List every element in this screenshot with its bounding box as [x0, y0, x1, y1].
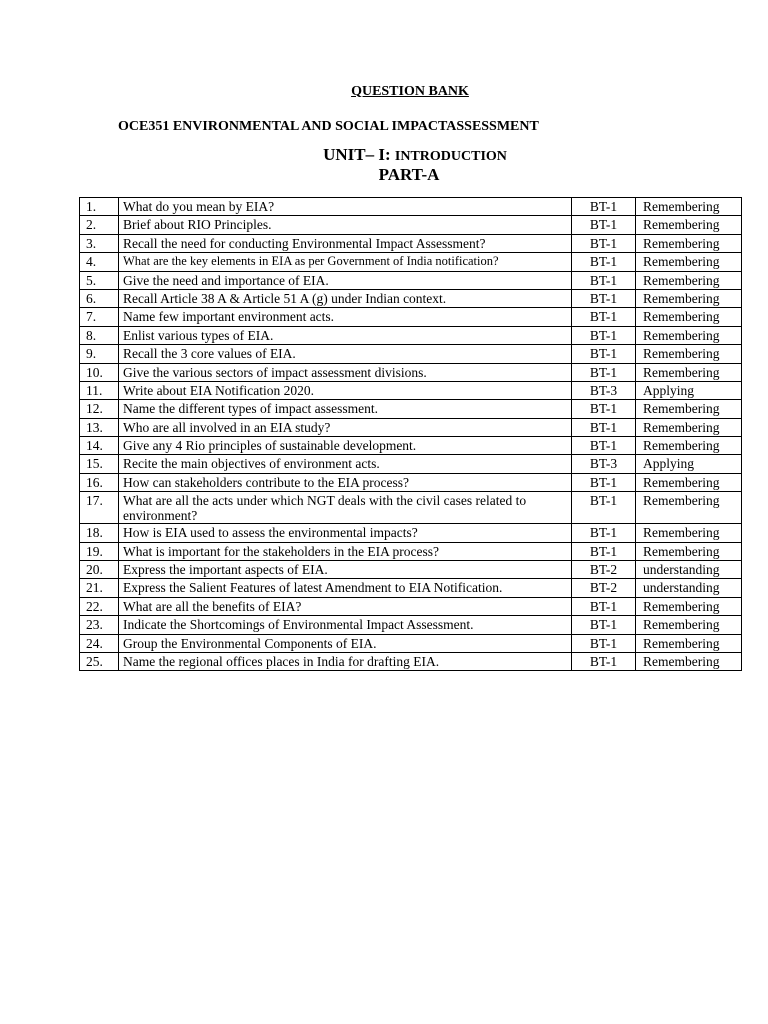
question-number: 24.: [80, 634, 119, 652]
part-heading: PART-A: [378, 165, 440, 184]
question-number: 3.: [80, 234, 119, 252]
bt-level: BT-2: [572, 561, 636, 579]
cognitive-level: Remembering: [636, 634, 742, 652]
question-text: Brief about RIO Principles.: [119, 216, 572, 234]
cognitive-level: Remembering: [636, 271, 742, 289]
question-number: 7.: [80, 308, 119, 326]
question-text: What is important for the stakeholders in the EIA process?: [119, 542, 572, 560]
cognitive-level: understanding: [636, 579, 742, 597]
question-text: What do you mean by EIA?: [119, 198, 572, 216]
cognitive-level: Remembering: [636, 234, 742, 252]
question-table-body: [80, 198, 742, 671]
question-text: Indicate the Shortcomings of Environmental Impact Assessment.: [119, 616, 572, 634]
bt-level: BT-2: [572, 579, 636, 597]
unit-prefix: UNIT– I:: [323, 145, 395, 164]
bt-level: BT-1: [572, 289, 636, 307]
cognitive-level: Applying: [636, 455, 742, 473]
bt-level: BT-1: [572, 216, 636, 234]
question-number: 21.: [80, 579, 119, 597]
table-row: [80, 271, 742, 289]
cognitive-level: Remembering: [636, 198, 742, 216]
question-text: Give any 4 Rio principles of sustainable development.: [119, 437, 572, 455]
table-row: [80, 455, 742, 473]
question-number: 22.: [80, 597, 119, 615]
cognitive-level: Remembering: [636, 492, 742, 524]
bt-level: BT-1: [572, 524, 636, 542]
question-number: 9.: [80, 345, 119, 363]
bt-level: BT-3: [572, 381, 636, 399]
question-number: 6.: [80, 289, 119, 307]
bt-level: BT-1: [572, 198, 636, 216]
question-text: Group the Environmental Components of EIA.: [119, 634, 572, 652]
bt-level: BT-1: [572, 492, 636, 524]
bt-level: BT-1: [572, 542, 636, 560]
question-number: 14.: [80, 437, 119, 455]
bt-level: BT-1: [572, 326, 636, 344]
bt-level: BT-1: [572, 363, 636, 381]
subject-heading: OCE351 ENVIRONMENTAL AND SOCIAL IMPACTASSESSMENT: [118, 119, 539, 134]
table-row: [80, 524, 742, 542]
question-number: 13.: [80, 418, 119, 436]
question-text: Who are all involved in an EIA study?: [119, 418, 572, 436]
question-text: Recall the need for conducting Environmental Impact Assessment?: [119, 234, 572, 252]
table-row: [80, 542, 742, 560]
question-text: Recite the main objectives of environment acts.: [119, 455, 572, 473]
question-text: How can stakeholders contribute to the EIA process?: [119, 473, 572, 491]
cognitive-level: Remembering: [636, 400, 742, 418]
table-row: [80, 492, 742, 524]
question-text: Express the important aspects of EIA.: [119, 561, 572, 579]
cognitive-level: Remembering: [636, 652, 742, 670]
question-number: 23.: [80, 616, 119, 634]
question-number: 4.: [80, 253, 119, 271]
cognitive-level: Remembering: [636, 326, 742, 344]
table-row: [80, 363, 742, 381]
cognitive-level: Remembering: [636, 597, 742, 615]
question-number: 20.: [80, 561, 119, 579]
question-number: 25.: [80, 652, 119, 670]
document-title: QUESTION BANK: [351, 84, 469, 99]
question-number: 15.: [80, 455, 119, 473]
bt-level: BT-1: [572, 418, 636, 436]
cognitive-level: Applying: [636, 381, 742, 399]
question-table: [79, 197, 742, 671]
question-number: 19.: [80, 542, 119, 560]
question-number: 5.: [80, 271, 119, 289]
table-row: [80, 400, 742, 418]
cognitive-level: Remembering: [636, 473, 742, 491]
table-row: [80, 437, 742, 455]
table-row: [80, 381, 742, 399]
table-row: [80, 289, 742, 307]
bt-level: BT-1: [572, 308, 636, 326]
bt-level: BT-1: [572, 234, 636, 252]
question-text: Recall the 3 core values of EIA.: [119, 345, 572, 363]
cognitive-level: understanding: [636, 561, 742, 579]
bt-level: BT-1: [572, 616, 636, 634]
table-row: [80, 561, 742, 579]
question-number: 17.: [80, 492, 119, 524]
table-row: [80, 308, 742, 326]
bt-level: BT-1: [572, 253, 636, 271]
bt-level: BT-1: [572, 634, 636, 652]
question-text: How is EIA used to assess the environmental impacts?: [119, 524, 572, 542]
cognitive-level: Remembering: [636, 216, 742, 234]
cognitive-level: Remembering: [636, 616, 742, 634]
table-row: [80, 216, 742, 234]
question-text: What are all the benefits of EIA?: [119, 597, 572, 615]
question-text: Recall Article 38 A & Article 51 A (g) under Indian context.: [119, 289, 572, 307]
bt-level: BT-3: [572, 455, 636, 473]
bt-level: BT-1: [572, 271, 636, 289]
cognitive-level: Remembering: [636, 308, 742, 326]
cognitive-level: Remembering: [636, 524, 742, 542]
question-text: Give the need and importance of EIA.: [119, 271, 572, 289]
table-row: [80, 652, 742, 670]
question-text: Express the Salient Features of latest Amendment to EIA Notification.: [119, 579, 572, 597]
unit-name: INTRODUCTION: [394, 149, 507, 164]
cognitive-level: Remembering: [636, 253, 742, 271]
table-row: [80, 418, 742, 436]
cognitive-level: Remembering: [636, 289, 742, 307]
question-number: 10.: [80, 363, 119, 381]
question-text: Name few important environment acts.: [119, 308, 572, 326]
unit-heading: [0, 145, 768, 165]
cognitive-level: Remembering: [636, 542, 742, 560]
table-row: [80, 234, 742, 252]
question-number: 11.: [80, 381, 119, 399]
question-number: 2.: [80, 216, 119, 234]
question-number: 1.: [80, 198, 119, 216]
bt-level: BT-1: [572, 652, 636, 670]
bt-level: BT-1: [572, 473, 636, 491]
question-number: 8.: [80, 326, 119, 344]
question-text: Name the regional offices places in India for drafting EIA.: [119, 652, 572, 670]
cognitive-level: Remembering: [636, 345, 742, 363]
table-row: [80, 345, 742, 363]
bt-level: BT-1: [572, 400, 636, 418]
question-number: 16.: [80, 473, 119, 491]
cognitive-level: Remembering: [636, 437, 742, 455]
table-row: [80, 198, 742, 216]
question-text: What are all the acts under which NGT deals with the civil cases related to environment?: [119, 492, 572, 524]
question-number: 12.: [80, 400, 119, 418]
question-text: Give the various sectors of impact assessment divisions.: [119, 363, 572, 381]
question-text: Write about EIA Notification 2020.: [119, 381, 572, 399]
question-text: What are the key elements in EIA as per Government of India notification?: [119, 253, 572, 271]
table-row: [80, 579, 742, 597]
cognitive-level: Remembering: [636, 363, 742, 381]
table-row: [80, 597, 742, 615]
question-text: Enlist various types of EIA.: [119, 326, 572, 344]
question-text: Name the different types of impact assessment.: [119, 400, 572, 418]
table-row: [80, 253, 742, 271]
cognitive-level: Remembering: [636, 418, 742, 436]
table-row: [80, 634, 742, 652]
bt-level: BT-1: [572, 437, 636, 455]
question-number: 18.: [80, 524, 119, 542]
bt-level: BT-1: [572, 345, 636, 363]
table-row: [80, 616, 742, 634]
table-row: [80, 326, 742, 344]
bt-level: BT-1: [572, 597, 636, 615]
table-row: [80, 473, 742, 491]
